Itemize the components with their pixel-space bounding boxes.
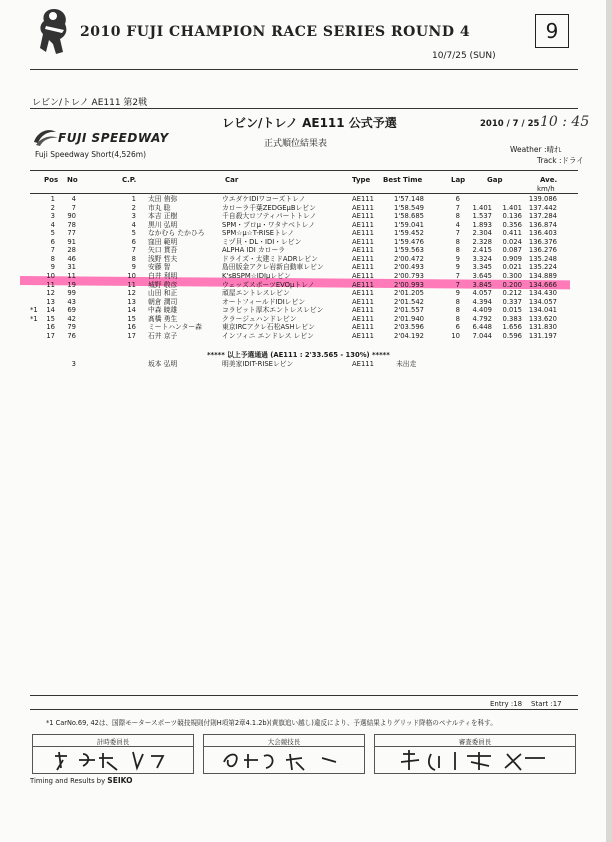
cell-pos: 12 xyxy=(46,289,55,298)
cell-driver: 石井 京子 xyxy=(148,331,178,340)
cell-no: 99 xyxy=(67,289,76,298)
cell-gap-prev: 0.300 xyxy=(502,271,522,280)
cell-best-time: 2'00.493 xyxy=(394,263,424,272)
cell-type: AE111 xyxy=(352,306,374,315)
cell-car: SPM・プロμ・ワタナベトレノ xyxy=(222,220,316,229)
cell-car: クラージュハンドレビン xyxy=(222,314,297,323)
cell-gap-leader: 2.328 xyxy=(472,237,492,246)
cell-best-time: 2'01.940 xyxy=(394,314,424,323)
cell-cp: 7 xyxy=(131,246,136,255)
table-row xyxy=(0,281,612,289)
cell-pos: 13 xyxy=(46,297,55,306)
cell-cp: 13 xyxy=(127,297,136,306)
cell-ave-speed: 136.276 xyxy=(528,246,557,255)
cell-driver: なかむら たかひろ xyxy=(148,229,205,238)
cell-type: AE111 xyxy=(352,280,374,289)
cell-ave-speed: 134.430 xyxy=(528,289,557,298)
cell-type: AE111 xyxy=(352,360,374,368)
cell-pos: 7 xyxy=(50,246,55,255)
cell-pos: 1 xyxy=(50,195,55,203)
cell-lap: 7 xyxy=(455,280,460,289)
fuji-speedway-wordmark: FUJI SPEEDWAY xyxy=(58,131,169,145)
cell-no: 77 xyxy=(67,229,76,238)
handwritten-signature xyxy=(204,748,364,772)
cell-best-time: 2'00.793 xyxy=(394,271,424,280)
cell-pos: 16 xyxy=(46,323,55,332)
cell-driver: 矢口 貫吾 xyxy=(148,246,178,255)
cell-best-time: 1'59.041 xyxy=(394,220,424,229)
footer-rule xyxy=(30,709,578,710)
series-racer-logo-icon xyxy=(34,6,74,56)
cell-gap-leader: 1.537 xyxy=(472,212,492,221)
cell-ave-speed: 131.830 xyxy=(528,323,557,332)
cell-cp: 4 xyxy=(131,220,136,229)
cell-gap-leader: 2.415 xyxy=(472,246,492,255)
cell-best-time: 1'59.476 xyxy=(394,237,424,246)
cell-type: AE111 xyxy=(352,331,374,340)
cell-ave-speed: 139.086 xyxy=(528,195,557,203)
cell-type: AE111 xyxy=(352,212,374,221)
page-edge-shadow xyxy=(606,0,612,842)
course-name: Fuji Speedway Short(4,526m) xyxy=(35,150,147,159)
cell-no: 69 xyxy=(67,306,76,315)
table-row xyxy=(0,221,612,229)
race-date: 2010 / 7 / 25 xyxy=(480,119,540,129)
cell-lap: 8 xyxy=(455,212,460,221)
signature-divider xyxy=(204,746,364,747)
cell-driver: 城野 敬彦 xyxy=(148,280,178,289)
cell-pos: 2 xyxy=(50,203,55,212)
timing-credit xyxy=(30,776,132,785)
cell-type: AE111 xyxy=(352,246,374,255)
cell-pos: 15 xyxy=(46,314,55,323)
cell-no: 11 xyxy=(67,271,76,280)
cell-cp: 9 xyxy=(131,263,136,272)
cell-driver: 中森 暁雄 xyxy=(148,306,178,315)
cell-car: インフィニ エンドレス レビン xyxy=(222,331,314,340)
signature-box-race-director xyxy=(203,734,365,774)
cell-ave-speed: 134.057 xyxy=(528,297,557,306)
cell-no: 4 xyxy=(71,195,76,203)
cell-gap-prev: 0.021 xyxy=(502,263,522,272)
cell-lap: 6 xyxy=(455,195,460,203)
cell-driver: 朝倉 潤司 xyxy=(148,297,178,306)
cell-gap-leader: 4.792 xyxy=(472,314,492,323)
cell-car: SPM☆μ☆T-RISEトレノ xyxy=(222,229,295,238)
table-row xyxy=(0,298,612,306)
footer-top-rule xyxy=(30,695,578,696)
cell-no: 7 xyxy=(71,203,76,212)
cell-lap: 6 xyxy=(455,323,460,332)
cell-type: AE111 xyxy=(352,254,374,263)
header-ave-unit: km/h xyxy=(537,185,555,193)
handwritten-signature xyxy=(33,748,193,772)
table-row xyxy=(0,195,612,203)
penalty-note: *1 CarNo.69, 42は、国際モータースポーツ競技規則付則H項第2章4.1.2b)(黄旗追い越し)違反により、予選結果よりグリッド降格のペナルティを科す。 xyxy=(46,719,497,727)
cell-driver: 浅野 哲夫 xyxy=(148,254,178,263)
cell-driver: 安藤 智 xyxy=(148,263,171,272)
cell-lap: 4 xyxy=(455,220,460,229)
cell-ave-speed: 135.224 xyxy=(528,263,557,272)
cell-no: 42 xyxy=(67,314,76,323)
cell-car: ミヅ貝・DL・IDI・レビン xyxy=(222,237,302,246)
cell-no: 43 xyxy=(67,297,76,306)
header-type: Type xyxy=(352,176,371,184)
cell-cp: 10 xyxy=(127,271,136,280)
cell-driver: 市丸 聡 xyxy=(148,203,171,212)
cell-car: オートフィールドIDIレビン xyxy=(222,297,306,306)
cell-gap-prev: 0.015 xyxy=(502,306,522,315)
cell-type: AE111 xyxy=(352,263,374,272)
cell-driver: 太田 侑弥 xyxy=(148,195,178,203)
race-class-label: レビン/トレノ AE111 第2戦 xyxy=(32,98,148,108)
header-car: Car xyxy=(225,176,239,184)
cell-cp: 16 xyxy=(127,323,136,332)
cell-cp: 5 xyxy=(131,229,136,238)
official-title: 審査委員長 xyxy=(458,738,492,746)
cell-gap-prev: 0.411 xyxy=(502,229,522,238)
weather-info: Weather :晴れ xyxy=(510,145,562,154)
cell-best-time: 2'00.993 xyxy=(394,280,424,289)
cell-gap-leader: 3.645 xyxy=(472,271,492,280)
official-title: 計時委員長 xyxy=(96,738,130,746)
cell-gap-prev: 0.024 xyxy=(502,237,522,246)
cell-gap-prev: 0.136 xyxy=(502,212,522,221)
cell-cp: 3 xyxy=(131,212,136,221)
table-row xyxy=(0,238,612,246)
cell-gap-prev: 0.909 xyxy=(502,254,522,263)
cell-type: AE111 xyxy=(352,229,374,238)
cell-gap-leader: 4.057 xyxy=(472,289,492,298)
cell-best-time: 1'58.549 xyxy=(394,203,424,212)
cell-cp: 15 xyxy=(127,314,136,323)
cell-gap-leader: 4.394 xyxy=(472,297,492,306)
table-header-rule xyxy=(30,193,578,194)
cell-car: 島田版金アクレ岩新自動車レビン xyxy=(222,263,324,272)
cell-pos: 8 xyxy=(50,254,55,263)
cell-lap: 7 xyxy=(455,203,460,212)
header-ave: Ave. xyxy=(540,176,558,184)
cell-driver: 坂本 弘明 xyxy=(148,360,178,368)
cell-best-time: 2'01.205 xyxy=(394,289,424,298)
cell-car: K'sBSPM☆IDIμレビン xyxy=(222,271,291,280)
series-date: 10/7/25 (SUN) xyxy=(432,51,496,61)
cell-gap-prev: 1.656 xyxy=(502,323,522,332)
cell-ave-speed: 137.442 xyxy=(528,203,557,212)
table-row xyxy=(0,323,612,331)
header-best-time: Best Time xyxy=(383,176,423,184)
cell-no: 46 xyxy=(67,254,76,263)
cell-car: ALPHA IDI カローラ xyxy=(222,246,286,255)
result-title: 正式順位結果表 xyxy=(264,139,328,149)
cell-type: AE111 xyxy=(352,271,374,280)
cell-cp: 6 xyxy=(131,237,136,246)
cell-car: コラビット厚木エントレスレビン xyxy=(222,306,324,315)
cell-no: 31 xyxy=(67,263,76,272)
cell-gap-leader: 3.324 xyxy=(472,254,492,263)
cell-gap-prev: 0.087 xyxy=(502,246,522,255)
table-top-rule xyxy=(30,170,578,171)
table-row xyxy=(0,289,612,297)
cell-ave-speed: 134.041 xyxy=(528,306,557,315)
cell-gap-prev: 1.401 xyxy=(502,203,522,212)
cell-gap-leader: 1.401 xyxy=(472,203,492,212)
cell-cp: 2 xyxy=(131,203,136,212)
race-divider xyxy=(30,108,578,109)
timing-label: Timing and Results by xyxy=(30,777,106,785)
cell-driver: 本吉 正樹 xyxy=(148,212,178,221)
table-row xyxy=(0,212,612,220)
track-info: Track :ドライ xyxy=(537,156,584,165)
cell-best-time: 2'04.192 xyxy=(394,331,424,340)
cell-car: ドライズ・太建ミドADRレビン xyxy=(222,254,318,263)
cell-gap-prev: 0.337 xyxy=(502,297,522,306)
table-row xyxy=(0,229,612,237)
cell-driver: 窪田 範明 xyxy=(148,237,178,246)
table-row xyxy=(0,332,612,340)
page-number: 9 xyxy=(535,14,569,48)
cell-no: 28 xyxy=(67,246,76,255)
cell-pos: 14 xyxy=(46,306,55,315)
signature-divider xyxy=(375,746,575,747)
qualifying-cutoff-line: ***** 以上予選通過 (AE111 : 2'33.565 - 130%) ***** xyxy=(207,351,390,359)
cell-pos: 4 xyxy=(50,220,55,229)
cell-gap-prev: 0.383 xyxy=(502,314,522,323)
cell-driver: ミートハンター森 xyxy=(148,323,202,332)
cell-no: 3 xyxy=(71,360,76,368)
cell-gap-leader: 1.893 xyxy=(472,220,492,229)
table-row xyxy=(0,315,612,323)
table-row xyxy=(0,246,612,254)
cell-best-time: 1'59.563 xyxy=(394,246,424,255)
cell-pos: 6 xyxy=(50,237,55,246)
cell-ave-speed: 131.197 xyxy=(528,331,557,340)
cell-type: AE111 xyxy=(352,203,374,212)
cell-lap: 9 xyxy=(455,289,460,298)
cell-gap-leader: 7.044 xyxy=(472,331,492,340)
table-row xyxy=(0,255,612,263)
cell-ave-speed: 136.376 xyxy=(528,237,557,246)
cell-car: 千自殺大ロフティパートトレノ xyxy=(222,212,317,221)
handwritten-time: 10 : 45 xyxy=(540,114,590,130)
cell-mark: *1 xyxy=(30,314,38,323)
cell-pos: 17 xyxy=(46,331,55,340)
header-divider xyxy=(30,69,578,70)
cell-gap-prev: 0.212 xyxy=(502,289,522,298)
cell-no: 91 xyxy=(67,237,76,246)
header-no: No xyxy=(67,176,78,184)
cell-pos: 5 xyxy=(50,229,55,238)
cell-no: 78 xyxy=(67,220,76,229)
cell-car: 頑屋エントレスレビン xyxy=(222,289,290,298)
cell-best-time: 未出走 xyxy=(396,360,417,368)
entry-label: Entry :18 xyxy=(490,700,523,708)
cell-lap: 9 xyxy=(455,254,460,263)
cell-best-time: 2'00.472 xyxy=(394,254,424,263)
cell-gap-leader: 2.304 xyxy=(472,229,492,238)
cell-cp: 8 xyxy=(131,254,136,263)
header-gap: Gap xyxy=(487,176,503,184)
cell-lap: 9 xyxy=(455,263,460,272)
cell-best-time: 2'01.542 xyxy=(394,297,424,306)
cell-lap: 7 xyxy=(455,229,460,238)
cell-type: AE111 xyxy=(352,195,374,203)
cell-lap: 7 xyxy=(455,271,460,280)
cell-ave-speed: 137.284 xyxy=(528,212,557,221)
cell-ave-speed: 133.620 xyxy=(528,314,557,323)
cell-driver: 山田 和正 xyxy=(148,289,178,298)
seiko-logo: SEIKO xyxy=(107,776,133,785)
cell-type: AE111 xyxy=(352,237,374,246)
cell-lap: 8 xyxy=(455,237,460,246)
cell-no: 19 xyxy=(67,280,76,289)
series-title: 2010 FUJI CHAMPION RACE SERIES ROUND 4 xyxy=(80,24,471,40)
cell-pos: 10 xyxy=(46,271,55,280)
header-lap: Lap xyxy=(451,176,466,184)
table-row xyxy=(0,263,612,271)
cell-pos: 3 xyxy=(50,212,55,221)
cell-pos: 9 xyxy=(50,263,55,272)
table-row xyxy=(0,204,612,212)
cell-car: ウェッズスポーツEVOμトレノ xyxy=(222,280,315,289)
cell-cp: 1 xyxy=(131,195,136,203)
cell-gap-leader: 4.409 xyxy=(472,306,492,315)
signature-divider xyxy=(33,746,193,747)
cell-car: 明美家IDIT-RISEレビン xyxy=(222,360,294,368)
start-label: Start :17 xyxy=(531,700,562,708)
cell-car: 東京IRCアクレ石松ASHレビン xyxy=(222,323,315,332)
cell-best-time: 1'58.685 xyxy=(394,212,424,221)
cell-gap-leader: 3.845 xyxy=(472,280,492,289)
cell-ave-speed: 135.248 xyxy=(528,254,557,263)
cell-type: AE111 xyxy=(352,314,374,323)
signature-box-stewards xyxy=(374,734,576,774)
cell-cp: 14 xyxy=(127,306,136,315)
cell-best-time: 2'01.557 xyxy=(394,306,424,315)
cell-cp: 17 xyxy=(127,331,136,340)
cell-gap-leader: 3.345 xyxy=(472,263,492,272)
cell-type: AE111 xyxy=(352,297,374,306)
cell-best-time: 1'57.148 xyxy=(394,195,424,203)
cell-pos: 11 xyxy=(46,280,55,289)
header-cp: C.P. xyxy=(122,176,137,184)
official-title: 大会競技長 xyxy=(267,738,301,746)
cell-cp: 11 xyxy=(127,280,136,289)
cell-driver: 髙橋 勇生 xyxy=(148,314,178,323)
cell-ave-speed: 136.874 xyxy=(528,220,557,229)
cell-cp: 12 xyxy=(127,289,136,298)
race-title: レビン/トレノ AE111 公式予選 xyxy=(222,116,397,130)
signature-box-timing xyxy=(32,734,194,774)
cell-lap: 8 xyxy=(455,297,460,306)
header-pos: Pos xyxy=(44,176,59,184)
cell-type: AE111 xyxy=(352,323,374,332)
cell-ave-speed: 136.403 xyxy=(528,229,557,238)
cell-driver: 黒川 弘明 xyxy=(148,220,178,229)
cell-driver: 白井 利明 xyxy=(148,271,178,280)
cell-ave-speed: 134.889 xyxy=(528,271,557,280)
cell-best-time: 2'03.596 xyxy=(394,323,424,332)
non-starter-row xyxy=(0,360,612,368)
cell-lap: 8 xyxy=(455,306,460,315)
cell-gap-prev: 0.356 xyxy=(502,220,522,229)
cell-car: カローラ千葉ZEDGEμBレビン xyxy=(222,203,316,212)
cell-lap: 8 xyxy=(455,314,460,323)
handwritten-signature xyxy=(375,748,575,772)
cell-no: 79 xyxy=(67,323,76,332)
cell-type: AE111 xyxy=(352,289,374,298)
cell-type: AE111 xyxy=(352,220,374,229)
entry-count xyxy=(490,700,562,708)
cell-no: 76 xyxy=(67,331,76,340)
cell-gap-leader: 6.448 xyxy=(472,323,492,332)
cell-ave-speed: 134.666 xyxy=(528,280,557,289)
cell-lap: 10 xyxy=(451,331,460,340)
table-row xyxy=(0,272,612,280)
cell-gap-prev: 0.200 xyxy=(502,280,522,289)
cell-car: ウエダケIDIワコーズトレノ xyxy=(222,195,306,203)
cell-gap-prev: 0.596 xyxy=(502,331,522,340)
table-row xyxy=(0,306,612,314)
cell-mark: *1 xyxy=(30,306,38,315)
cell-lap: 8 xyxy=(455,246,460,255)
cell-best-time: 1'59.452 xyxy=(394,229,424,238)
cell-no: 90 xyxy=(67,212,76,221)
